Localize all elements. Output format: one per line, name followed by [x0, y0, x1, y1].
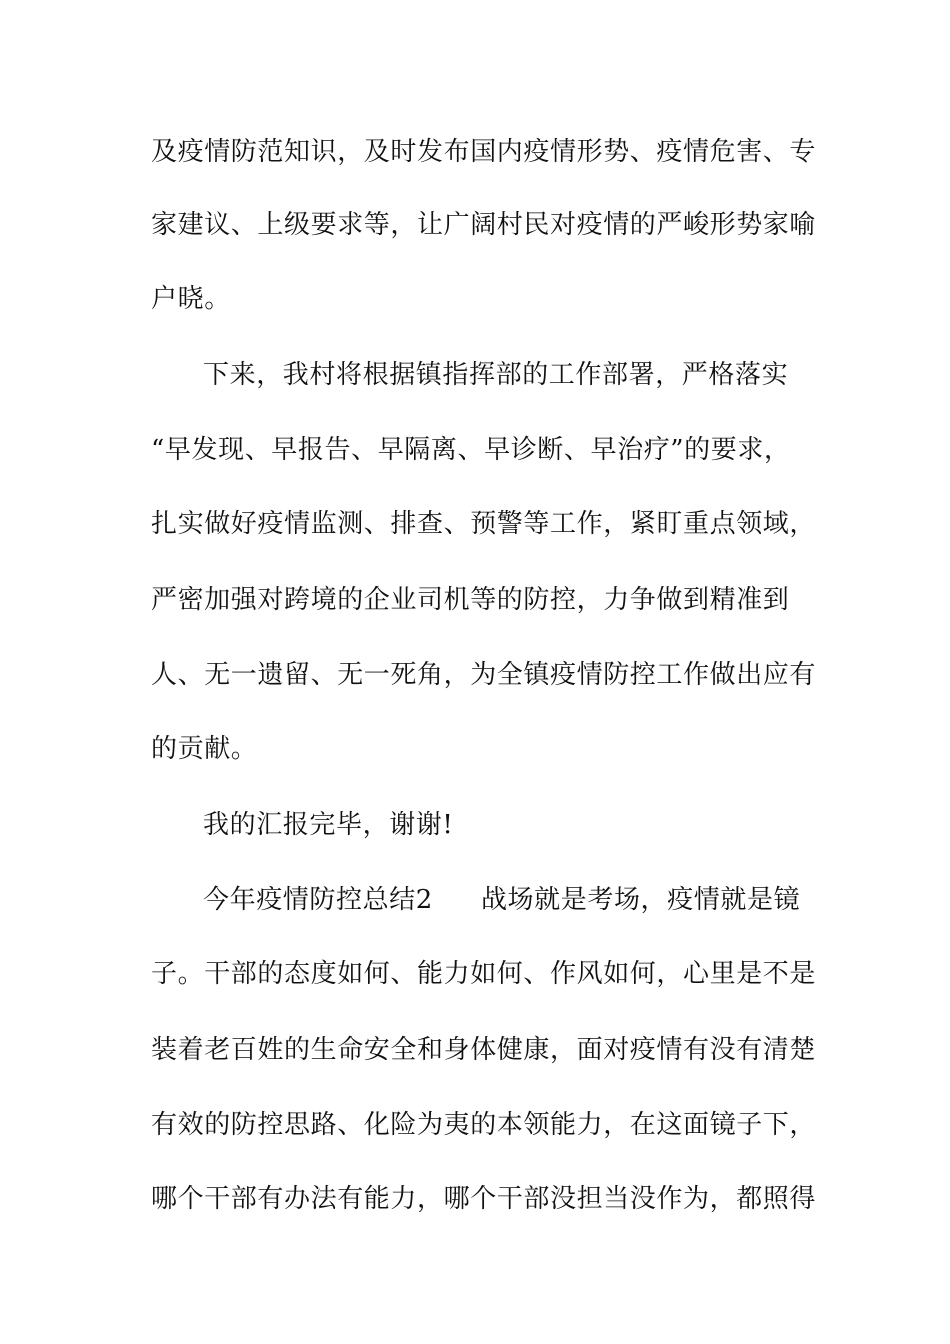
text-line: 有效的防控思路、化险为夷的本领能力，在这面镜子下，: [151, 1110, 817, 1140]
text-line: “早发现、早报告、早隔离、早诊断、早治疗”的要求，: [151, 435, 791, 465]
text-line: 扎实做好疫情监测、排查、预警等工作，紧盯重点领域，: [151, 509, 817, 539]
text-line: 严密加强对跨境的企业司机等的防控，力争做到精准到: [151, 585, 790, 615]
section-heading: 今年疫情防控总结2: [203, 885, 433, 915]
text-line: 装着老百姓的生命安全和身体健康，面对疫情有没有清楚: [151, 1035, 817, 1065]
text-line: 家建议、上级要求等，让广阔村民对疫情的严峻形势家喻: [151, 210, 817, 240]
text-line: 的贡献。: [151, 734, 258, 764]
text-line: 子。干部的态度如何、能力如何、作风如何，心里是不是: [151, 959, 817, 989]
text-line: 及疫情防范知识，及时发布国内疫情形势、疫情危害、专: [151, 137, 817, 167]
section-first-text: 战场就是考场，疫情就是镜: [480, 885, 801, 915]
section-line: [203, 883, 853, 917]
paragraph-first-line: 下来，我村将根据镇指挥部的工作部署，严格落实: [203, 360, 789, 390]
paragraph-first-line: 我的汇报完毕，谢谢!: [203, 810, 454, 840]
text-line: 哪个干部有办法有能力，哪个干部没担当没作为，都照得: [151, 1184, 817, 1214]
text-line: 户晓。: [151, 284, 231, 314]
text-line: 人、无一遗留、无一死角，为全镇疫情防控工作做出应有: [151, 660, 817, 690]
